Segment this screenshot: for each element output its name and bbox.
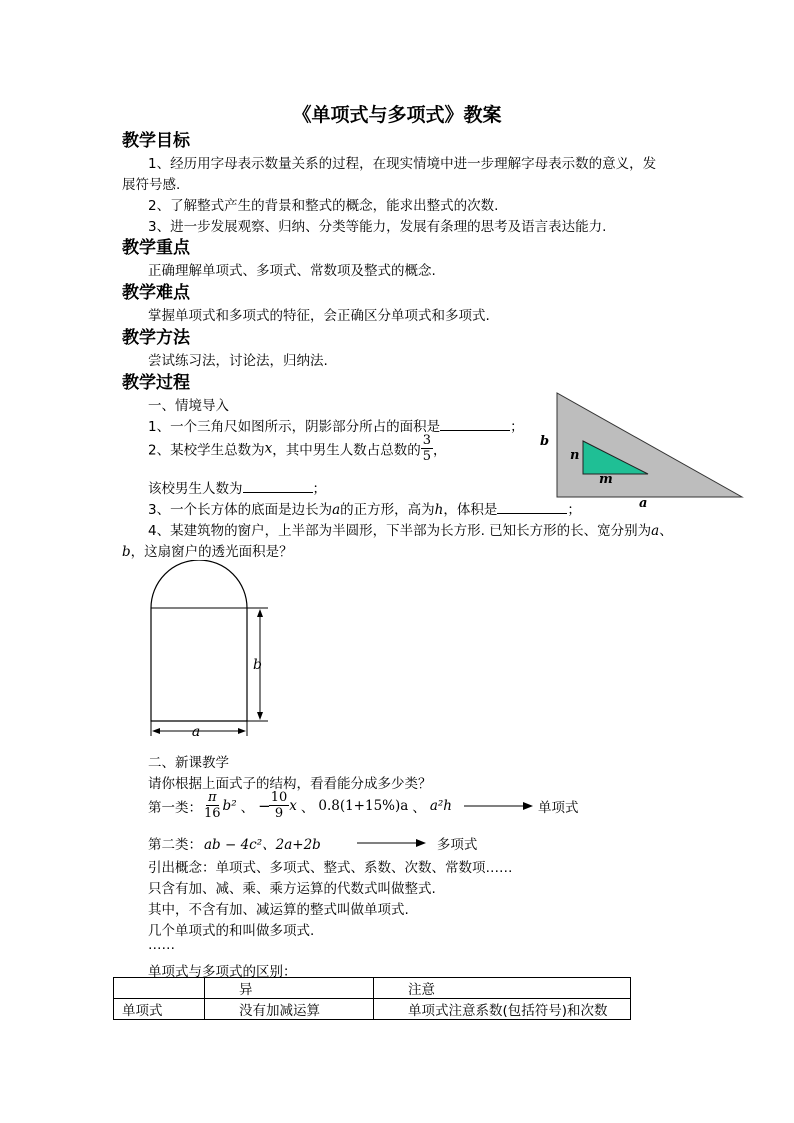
question-2-pre: 2、某校学生总数为 <box>148 442 265 459</box>
frac2-den: 9 <box>274 806 284 821</box>
arrow-left <box>152 728 160 734</box>
class-1-result: 单项式 <box>537 799 579 816</box>
class-1-row <box>148 790 578 821</box>
class-2-terms: ab − 4c²、2a+2b <box>204 837 321 853</box>
label-a: a <box>639 496 648 510</box>
question-2-line2 <box>148 477 326 497</box>
goal-item-3: 3、进一步发展观察、归纳、分类等能力，发展有条理的思考及语言表达能力. <box>148 219 607 235</box>
sep-2: 、 <box>300 799 315 816</box>
difficulty-text: 掌握单项式和多项式的特征，会正确区分单项式和多项式. <box>148 308 490 324</box>
definition-2: 其中，不含有加、减运算的整式叫做单项式. <box>148 902 409 918</box>
difficulty-heading: 教学难点 <box>122 283 190 303</box>
fraction-denominator: 5 <box>422 449 431 464</box>
window-outline <box>151 560 247 721</box>
key-text: 正确理解单项式、多项式、常数项及整式的概念. <box>148 263 436 279</box>
table-cell: 注意 <box>374 978 631 999</box>
part1-title: 一、情境导入 <box>148 398 229 414</box>
answer-blank-1 <box>440 417 510 431</box>
sep-3: 、 <box>412 799 426 816</box>
term-a2h: a²h <box>429 797 452 814</box>
frac2-num: 10 <box>270 790 288 805</box>
class-2-label: 第二类： <box>148 837 202 853</box>
difference-table <box>113 977 631 1020</box>
minus-sign: − <box>258 796 271 815</box>
table-cell: 异 <box>205 978 374 999</box>
label-m: m <box>599 472 613 487</box>
question-2-end: ， <box>433 442 447 459</box>
question-4-sep: 、 <box>659 523 673 539</box>
fraction-10-9 <box>269 790 290 821</box>
definition-1: 只含有加、减、乘、乘方运算的代数式叫做整式. <box>148 881 436 897</box>
method-heading: 教学方法 <box>122 328 190 348</box>
frac1-num: π <box>208 790 217 805</box>
question-2-line2-end: ； <box>312 481 326 497</box>
class-2-result: 多项式 <box>436 837 478 853</box>
question-3-pre: 3、一个长方体的底面是边长为 <box>148 502 333 518</box>
question-1 <box>148 415 524 435</box>
method-text: 尝试练习法，讨论法，归纳法. <box>148 353 328 369</box>
frac1-den: 16 <box>204 806 221 821</box>
term-b-squared: b² <box>222 797 237 814</box>
term-x: x <box>289 797 297 814</box>
question-4-b: b <box>122 544 131 560</box>
question-3-mid: 的正方形，高为 <box>340 502 435 518</box>
table-cell: 没有加减运算 <box>205 999 374 1020</box>
arrow-icon <box>464 800 534 812</box>
definition-3: 几个单项式的和叫做多项式. <box>148 923 315 939</box>
question-4-a: a <box>651 523 660 539</box>
question-4-line2-text: ，这扇窗户的透光面积是？ <box>130 544 293 560</box>
concept-text: 引出概念：单项式、多项式、整式、系数、次数、常数项…… <box>148 860 513 876</box>
window-figure <box>140 560 275 745</box>
fraction-numerator: 3 <box>422 433 431 448</box>
arrow-right <box>238 728 246 734</box>
label-a: a <box>191 724 201 740</box>
term-0.8: 0.8(1+15%)a <box>318 797 409 814</box>
question-3-h: h <box>434 502 444 518</box>
table-row <box>114 978 631 999</box>
question-3-end: ； <box>567 502 581 518</box>
goal-item-1-line2: 展符号感. <box>122 177 181 193</box>
label-b: b <box>540 434 550 449</box>
goal-item-2: 2、了解整式产生的背景和整式的概念，能求出整式的次数. <box>148 198 499 214</box>
ellipsis: …… <box>148 937 175 953</box>
goals-heading: 教学目标 <box>122 131 190 151</box>
arrow-down <box>257 712 263 720</box>
key-heading: 教学重点 <box>122 238 190 258</box>
part2-title: 二、新课教学 <box>148 755 229 771</box>
question-2 <box>148 433 447 464</box>
question-2-var: x <box>264 440 273 457</box>
question-1-text: 1、一个三角尺如图所示，阴影部分所占的面积是 <box>148 419 441 435</box>
question-4-line1 <box>148 519 673 539</box>
fraction-pi-16 <box>202 790 223 821</box>
question-4-text: 4、某建筑物的窗户，上半部为半圆形，下半部为长方形. 已知长方形的长、宽分别为 <box>148 523 652 539</box>
process-heading: 教学过程 <box>122 373 190 393</box>
class-2-row <box>148 833 477 853</box>
ask-text: 请你根据上面式子的结构，看看能分成多少类？ <box>148 776 432 792</box>
label-n: n <box>570 448 580 463</box>
arrow-up <box>257 609 263 617</box>
question-3 <box>148 498 581 518</box>
class-1-label: 第一类： <box>148 799 202 816</box>
triangle-ruler-figure <box>520 385 748 510</box>
question-3-a: a <box>332 502 341 518</box>
arrow-icon <box>357 837 427 849</box>
question-4-line2 <box>122 540 293 560</box>
goal-item-1-line1: 1、经历用字母表示数量关系的过程，在现实情境中进一步理解字母表示数的意义，发 <box>148 156 657 172</box>
page-title: 《单项式与多项式》教案 <box>292 104 502 126</box>
question-3-mid2: ，体积是 <box>443 502 498 518</box>
label-b: b <box>253 657 262 673</box>
table-cell: 单项式 <box>114 999 205 1020</box>
question-1-end: ； <box>510 419 524 435</box>
question-2-mid: ，其中男生人数占总数的 <box>272 442 421 459</box>
question-2-line2-text: 该校男生人数为 <box>148 481 243 497</box>
table-cell: 单项式注意系数(包括符号)和次数 <box>374 999 631 1020</box>
sep-1: 、 <box>240 799 255 816</box>
table-row <box>114 999 631 1020</box>
diff-title: 单项式与多项式的区别： <box>148 964 297 980</box>
answer-blank-2 <box>243 479 313 493</box>
table-cell <box>114 978 205 999</box>
fraction-3-5 <box>421 433 433 464</box>
